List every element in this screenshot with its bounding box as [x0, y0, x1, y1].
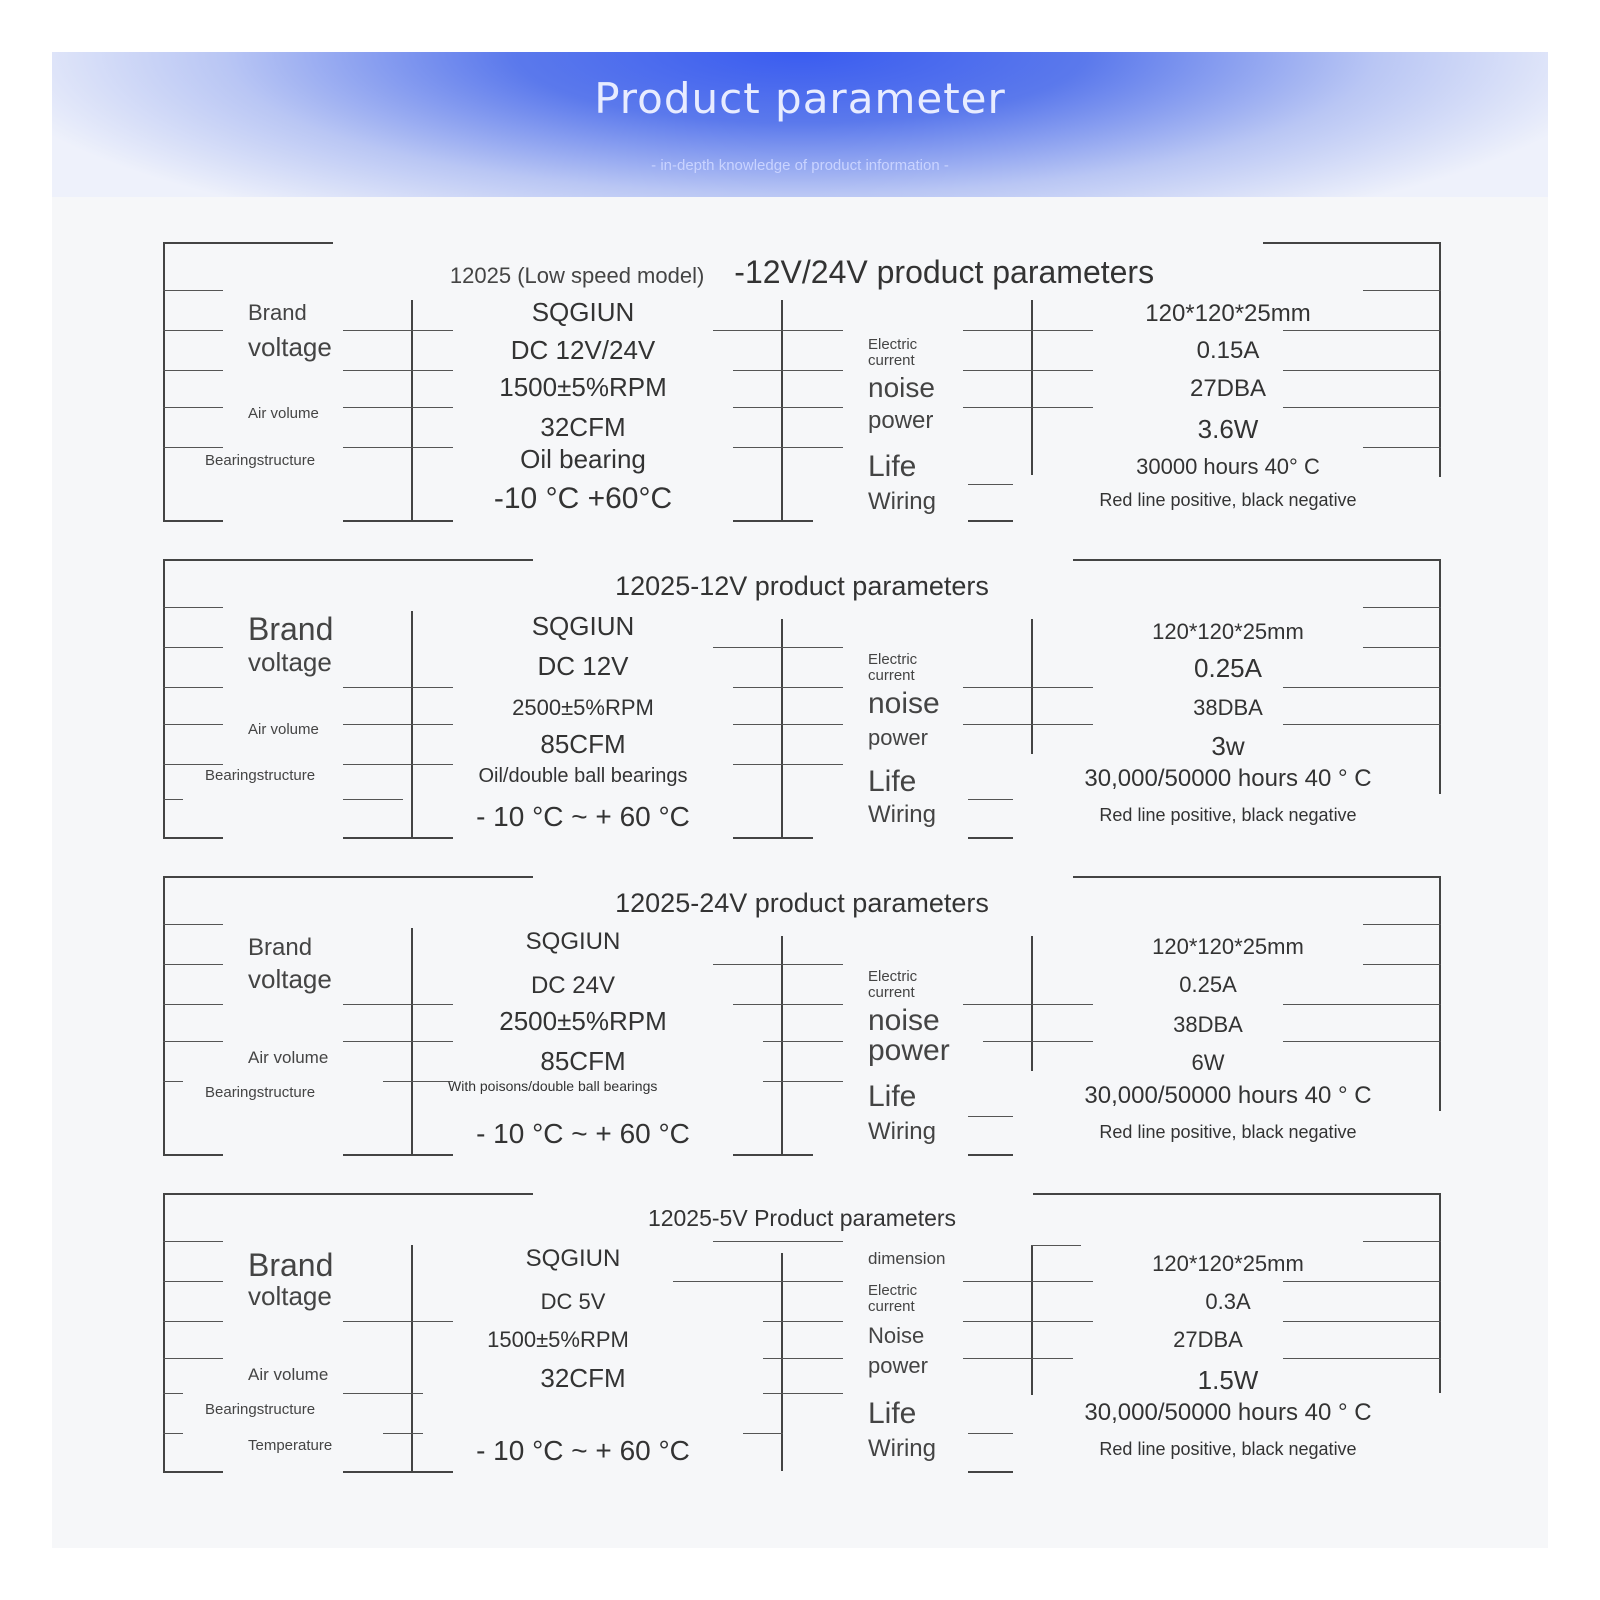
- value-speed: 2500±5%RPM: [499, 1006, 667, 1036]
- label-wiring: Wiring: [868, 801, 937, 828]
- value-power: 1.5W: [1197, 1365, 1259, 1395]
- header-banner: [52, 52, 1548, 197]
- value-dimension: 120*120*25mm: [1152, 934, 1304, 959]
- value-wiring: Red line positive, black negative: [1099, 805, 1357, 825]
- label-current: Electric current: [868, 336, 918, 369]
- value-wiring: Red line positive, black negative: [1099, 1439, 1357, 1459]
- value-temperature: - 10 °C ~ + 60 °C: [476, 1118, 690, 1149]
- label-air-volume: Air volume: [248, 1048, 329, 1067]
- value-temperature: - 10 °C ~ + 60 °C: [476, 801, 690, 832]
- label-life: Life: [868, 1080, 917, 1113]
- param-block-low-speed: [163, 242, 1441, 522]
- block-title: 12025-5V Product parameters: [647, 1205, 957, 1231]
- value-voltage: DC 24V: [530, 972, 616, 999]
- label-wiring: Wiring: [868, 1435, 937, 1462]
- param-block-12v: [163, 559, 1441, 839]
- value-current: 0.15A: [1196, 337, 1260, 364]
- value-voltage: DC 12V/24V: [510, 335, 656, 365]
- label-voltage: voltage: [248, 964, 332, 994]
- label-noise: noise: [868, 687, 940, 720]
- value-power: 3.6W: [1197, 414, 1259, 444]
- value-noise: 27DBA: [1173, 1327, 1243, 1352]
- label-brand: Brand: [248, 300, 307, 325]
- label-life: Life: [868, 450, 917, 483]
- label-current: Electric current: [868, 1282, 918, 1315]
- value-current: 0.25A: [1179, 972, 1237, 997]
- label-dimension: dimension: [868, 1249, 946, 1268]
- label-current: Electric current: [868, 968, 918, 1001]
- value-speed: 1500±5%RPM: [487, 1327, 629, 1352]
- value-dimension: 120*120*25mm: [1152, 619, 1304, 644]
- value-life: 30,000/50000 hours 40 ° C: [1084, 1399, 1372, 1426]
- label-power: power: [868, 1034, 950, 1067]
- value-brand: SQGIUN: [525, 1245, 621, 1272]
- label-voltage: voltage: [248, 1281, 332, 1311]
- label-life: Life: [868, 1397, 917, 1430]
- value-wiring: Red line positive, black negative: [1099, 490, 1357, 510]
- value-life: 30,000/50000 hours 40 ° C: [1084, 765, 1372, 792]
- value-brand: SQGIUN: [525, 928, 621, 955]
- label-bearing: Bearingstructure: [205, 452, 316, 469]
- label-bearing: Bearingstructure: [205, 1084, 316, 1101]
- label-brand: Brand: [248, 611, 334, 647]
- param-block-5v: [163, 1193, 1441, 1473]
- label-power: power: [868, 407, 934, 434]
- value-temperature: - 10 °C ~ + 60 °C: [476, 1435, 690, 1466]
- value-voltage: DC 5V: [540, 1289, 606, 1314]
- label-brand: Brand: [248, 934, 313, 961]
- label-temperature: Temperature: [248, 1437, 333, 1454]
- value-speed: 1500±5%RPM: [499, 372, 667, 402]
- block-title: 12025 (Low speed model) -12V/24V product parameters: [449, 254, 1155, 290]
- value-temperature: -10 °C +60°C: [493, 482, 673, 515]
- label-air-volume: Air volume: [248, 1365, 329, 1384]
- label-bearing: Bearingstructure: [205, 1401, 316, 1418]
- value-bearing: Oil bearing: [520, 444, 646, 474]
- value-bearing: With poisons/double ball bearings: [448, 1078, 658, 1094]
- value-air-volume: 32CFM: [540, 1363, 626, 1393]
- value-dimension: 120*120*25mm: [1145, 300, 1311, 327]
- label-bearing: Bearingstructure: [205, 767, 316, 784]
- value-current: 0.3A: [1205, 1289, 1251, 1314]
- value-power: 6W: [1191, 1050, 1225, 1075]
- page-subtitle: - in-depth knowledge of product information -: [651, 157, 949, 174]
- value-brand: SQGIUN: [531, 611, 635, 641]
- label-current: Electric current: [868, 651, 918, 684]
- value-noise: 38DBA: [1173, 1012, 1243, 1037]
- value-air-volume: 85CFM: [540, 729, 626, 759]
- label-noise: Noise: [868, 1323, 925, 1348]
- value-wiring: Red line positive, black negative: [1099, 1122, 1357, 1142]
- label-wiring: Wiring: [868, 1118, 937, 1145]
- value-brand: SQGIUN: [531, 297, 635, 327]
- label-noise: noise: [868, 1004, 940, 1037]
- value-air-volume: 32CFM: [540, 412, 626, 442]
- value-air-volume: 85CFM: [540, 1046, 626, 1076]
- value-life: 30000 hours 40° C: [1136, 454, 1320, 479]
- label-air-volume: Air volume: [248, 405, 319, 422]
- block-title: 12025-12V product parameters: [615, 571, 989, 601]
- param-block-24v: [163, 876, 1441, 1156]
- label-noise: noise: [868, 372, 935, 403]
- label-brand: Brand: [248, 1247, 334, 1283]
- label-voltage: voltage: [248, 647, 332, 677]
- value-current: 0.25A: [1194, 653, 1262, 683]
- label-power: power: [868, 725, 928, 750]
- value-power: 3w: [1211, 731, 1245, 761]
- label-air-volume: Air volume: [248, 721, 319, 738]
- value-bearing: Oil/double ball bearings: [478, 765, 688, 787]
- value-dimension: 120*120*25mm: [1152, 1251, 1304, 1276]
- label-wiring: Wiring: [868, 488, 937, 515]
- label-life: Life: [868, 765, 917, 798]
- value-life: 30,000/50000 hours 40 ° C: [1084, 1082, 1372, 1109]
- value-speed: 2500±5%RPM: [512, 695, 654, 720]
- page-title: Product parameter: [594, 74, 1006, 123]
- value-noise: 27DBA: [1189, 375, 1267, 402]
- block-title: 12025-24V product parameters: [615, 888, 989, 918]
- label-voltage: voltage: [248, 332, 332, 362]
- label-power: power: [868, 1353, 928, 1378]
- value-noise: 38DBA: [1193, 695, 1263, 720]
- value-voltage: DC 12V: [537, 651, 629, 681]
